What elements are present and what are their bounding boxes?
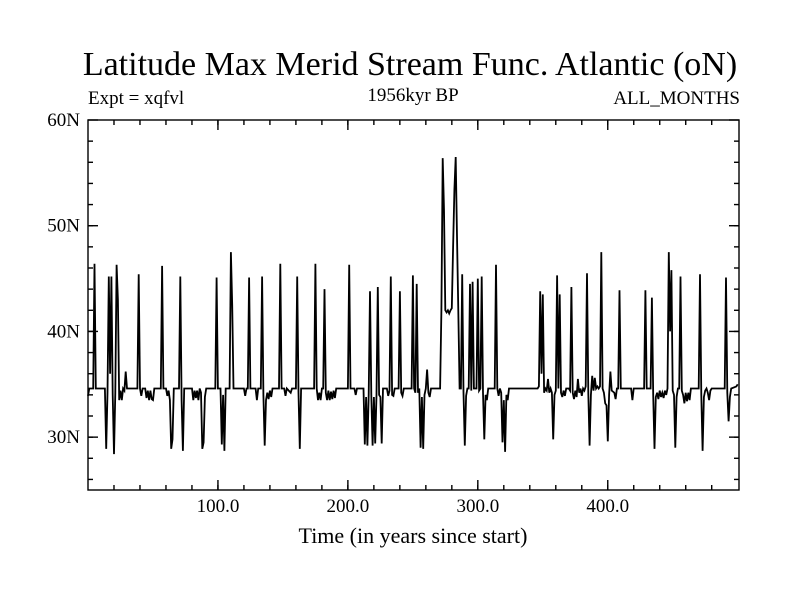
chart-title: Latitude Max Merid Stream Func. Atlantic (oN) — [82, 46, 738, 83]
y-tick-label: 60N — [47, 110, 80, 131]
y-tick-label: 30N — [47, 427, 80, 449]
series-line-latitude-of-max-meridional-streamfunction — [88, 157, 738, 454]
experiment-label: Expt = xqfvl — [88, 88, 185, 109]
y-tick-label: 40N — [47, 321, 80, 343]
x-tick-label: 300.0 — [456, 496, 500, 517]
y-tick-label: 50N — [47, 215, 80, 237]
x-axis-tick-labels — [197, 496, 630, 517]
y-axis-tick-labels — [47, 110, 80, 448]
x-tick-label: 100.0 — [196, 496, 240, 517]
x-tick-label: 200.0 — [326, 496, 370, 517]
x-axis-title: Time (in years since start) — [298, 523, 528, 548]
months-label: ALL_MONTHS — [613, 88, 740, 109]
time-bp-label: 1956kyr BP — [367, 85, 459, 106]
data-series — [88, 157, 738, 454]
x-tick-label: 400.0 — [586, 496, 630, 517]
